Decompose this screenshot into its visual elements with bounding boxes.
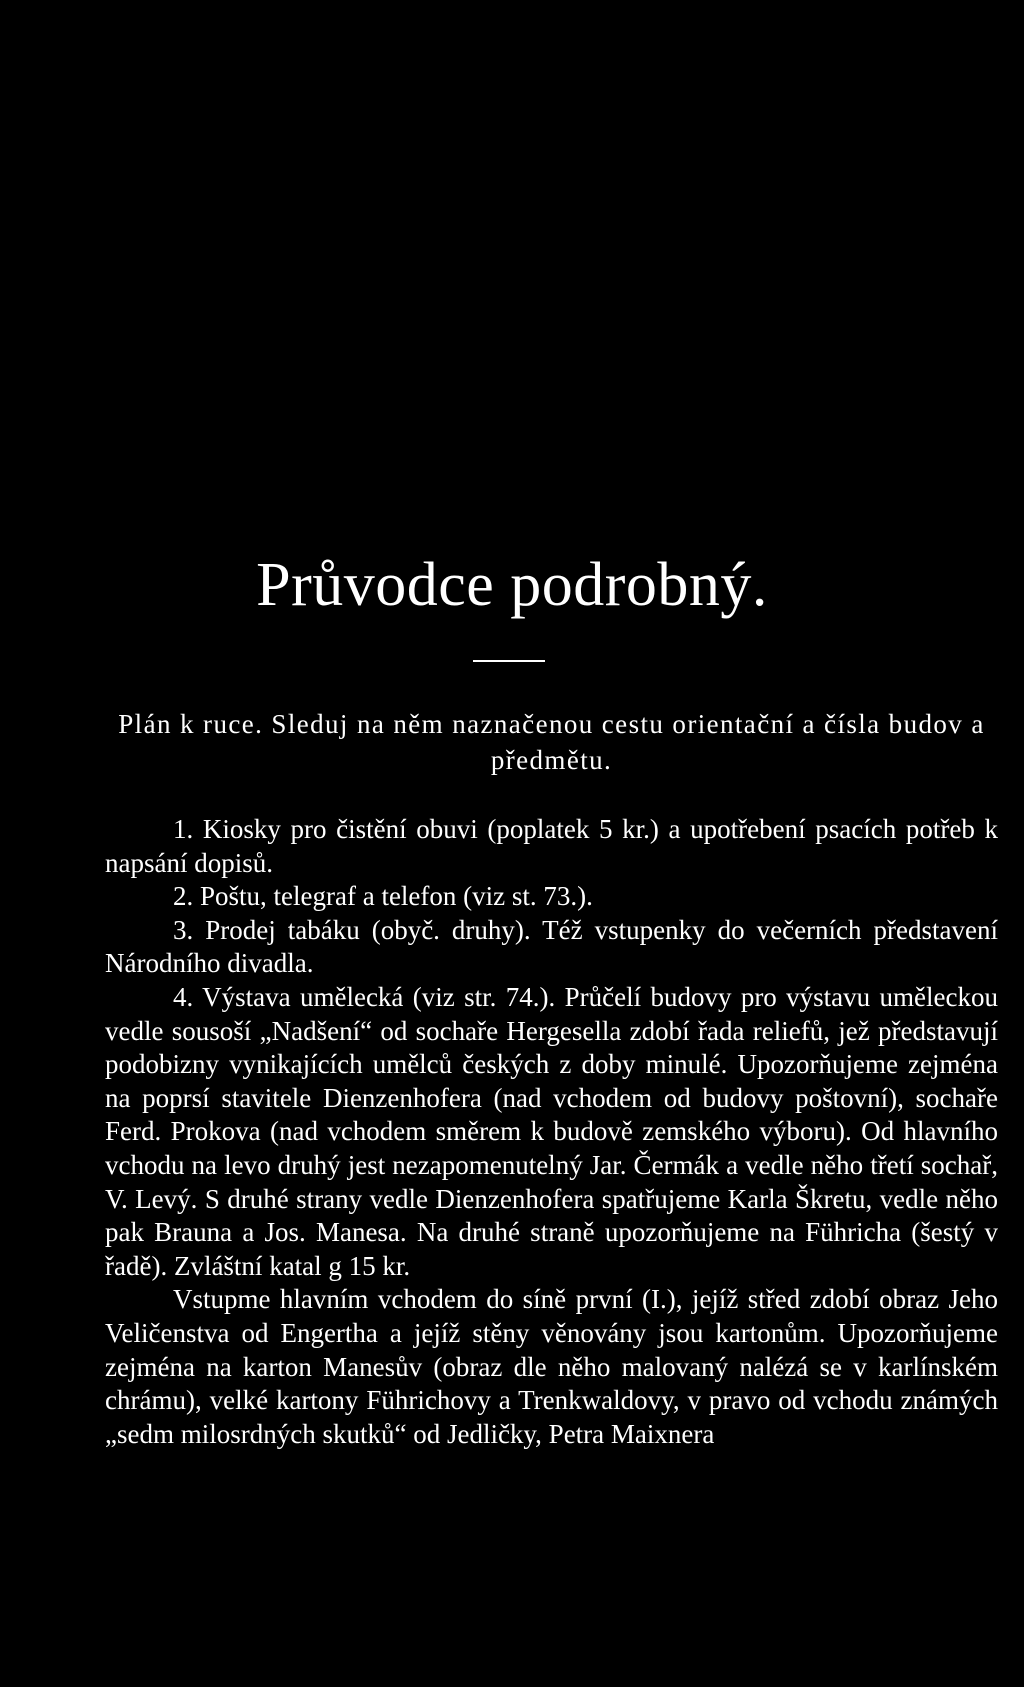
paragraph-item-2: 2. Poštu, telegraf a telefon (viz st. 73.). bbox=[173, 881, 593, 912]
paragraph-item-4: 4. Výstava umělecká (viz str. 74.). Průčelí budovy pro výstavu uměleckou vedle sousoší „Nadšení“ od sochaře Hergesella zdobí řada reliefů, jež představují podobizny vynikajících umělců českých z doby minulé. Upozorňujeme zejména na poprsí stavitele Dienzenhofera (nad vchodem od budovy poštovní), sochaře Ferd. Prokova (nad vchodem směrem k budově zemského výboru). Od hlavního vchodu na levo druhý jest nezapomenutelný Jar. Čermák a vedle něho třetí sochař, V. Levý. S druhé strany vedle Dienzenhofera spatřujeme Karla Škretu, vedle něho pak Brauna a Jos. Manesa. Na druhé straně upozorňujeme na Führicha (šestý v řadě). Zvláštní katal g 15 kr. bbox=[105, 981, 998, 1281]
paragraph-item-3: 3. Prodej tabáku (obyč. druhy). Též vstupenky do večerních představení Národního divadla. bbox=[105, 914, 998, 979]
paragraph-item-1: 1. Kiosky pro čistění obuvi (poplatek 5 kr.) a upotřebení psacích potřeb k napsání dopisů. bbox=[105, 814, 998, 878]
body-text bbox=[105, 813, 998, 1451]
title-divider bbox=[473, 660, 545, 662]
page-title: Průvodce podrobný. bbox=[256, 551, 768, 619]
intro-paragraph: Plán k ruce. Sleduj na něm naznačenou cestu orientační a čísla budov a předmětu. bbox=[118, 709, 985, 775]
paragraph-item-5: Vstupme hlavním vchodem do síně první (I.), jejíž střed zdobí obraz Jeho Veličenstva od Engertha a jejíž stěny věnovány jsou kartonům. Upozorňujeme zejména na karton Manesův (obraz dle něho malovaný nalézá se v karlínském chrámu), velké kartony Führichovy a Trenkwaldovy, v pravo od vchodu známých „sedm milosrdných skutků“ od Jedličky, Petra Maixnera bbox=[105, 1284, 998, 1449]
